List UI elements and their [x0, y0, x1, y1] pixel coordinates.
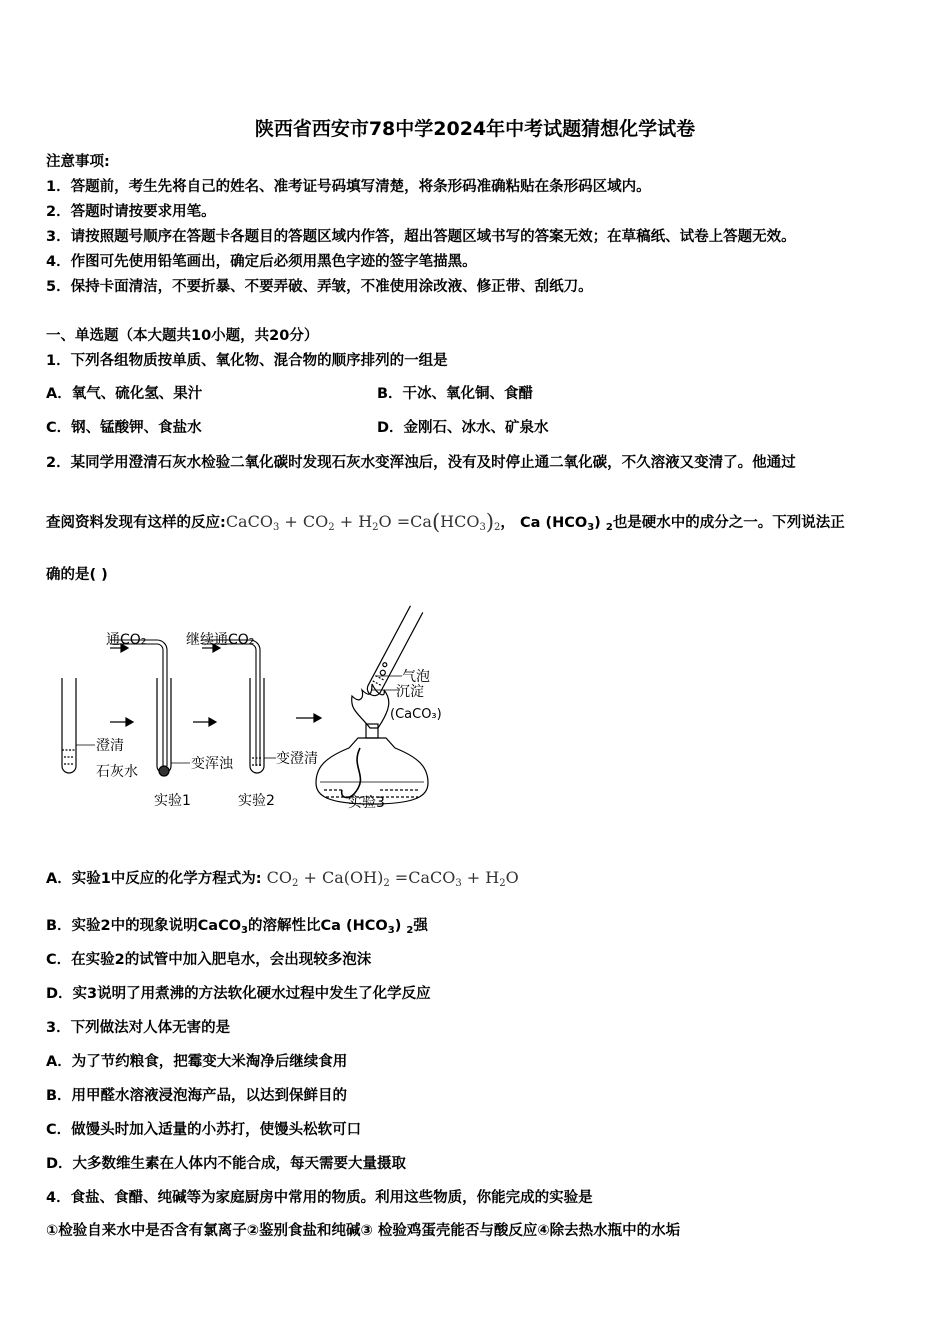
q2-stem-line1: 2．某同学用澄清石灰水检验二氧化碳时发现石灰水变浑浊后，没有及时停止通二氧化碳，不久溶液又变清了。他通过 [46, 455, 796, 471]
q1-option-c: C．钢、锰酸钾、食盐水 [46, 420, 202, 436]
label-qipao: 气泡 [402, 669, 430, 685]
label-tong-co2: 通CO₂ [106, 632, 147, 648]
label-exp1: 实验1 [154, 793, 191, 809]
q2-stem-line3: 确的是( ) [46, 567, 108, 583]
notes-item-2: 2．答题时请按要求用笔。 [46, 204, 216, 220]
q4-stem: 4．食盐、食醋、纯碱等为家庭厨房中常用的物质。利用这些物质，你能完成的实验是 [46, 1190, 593, 1206]
q2-stem-line2: 查阅资料发现有这样的反应:CaCO$_3$ + $CO_2 + H_2O =Ca(HCO_3)_2$， Ca $(HCO_3)$ $_2$也是硬水中的成分之一。下列说法正 [46, 510, 845, 534]
q1-option-d: D．金刚石、冰水、矿泉水 [377, 420, 549, 436]
test-tube-2 [157, 678, 171, 773]
q2-line2-suffix: Ca $(HCO_3)$ $_2$也是硬水中的成分之一。下列说法正 [519, 515, 845, 533]
q3-option-d: D．大多数维生素在人体内不能合成，每天需要大量摄取 [46, 1156, 407, 1172]
page-title: 陕西省西安市78中学2024年中考试题猜想化学试卷 [254, 118, 696, 140]
flame [352, 684, 389, 728]
label-chendian: 沉淀 [396, 684, 424, 700]
q2-option-a-equation: $CO_2 + Ca(OH)_2$ =CaCO$_3$ + $H_2O$ [266, 868, 519, 889]
q3-option-c: C．做馒头时加入适量的小苏打，使馒头松软可口 [46, 1122, 362, 1138]
notes-item-5: 5．保持卡面清洁，不要折暴、不要弄破、弄皱，不准使用涂改液、修正带、刮纸刀。 [46, 279, 593, 295]
label-caco3: (CaCO₃) [390, 707, 442, 722]
label-exp3: 实验3 [348, 795, 385, 811]
label-shihuishui: 石灰水 [96, 764, 138, 780]
q3-stem: 3．下列做法对人体无害的是 [46, 1020, 231, 1036]
q3-option-b: B．用甲醛水溶液浸泡海产品，以达到保鲜目的 [46, 1088, 348, 1104]
label-bianhunzhuo: 变浑浊 [191, 756, 233, 772]
label-bianchengqing: 变澄清 [276, 751, 318, 767]
q2-equation: CaCO$_3$ + $CO_2 + H_2O =Ca(HCO_3)_2$ [225, 510, 501, 534]
label-exp2: 实验2 [238, 793, 275, 809]
test-tube-1 [62, 678, 76, 773]
notes-item-1: 1．答题前，考生先将自己的姓名、准考证号码填写清楚，将条形码准确粘贴在条形码区域内。 [46, 179, 651, 195]
q2-option-c: C．在实验2的试管中加入肥皂水，会出现较多泡沫 [46, 952, 372, 968]
q1-option-b: B．干冰、氧化铜、食醋 [377, 386, 534, 402]
q2-option-d: D．实3说明了用煮沸的方法软化硬水过程中发生了化学反应 [46, 986, 431, 1002]
q2-line2-prefix: 查阅资料发现有这样的反应: [46, 515, 226, 531]
q1-stem: 1．下列各组物质按单质、氧化物、混合物的顺序排列的一组是 [46, 353, 448, 369]
q2-option-b: B．实验2中的现象说明CaCO$_3$的溶解性比Ca $(HCO_3)$ $_2$强 [46, 918, 428, 936]
q1-option-a: A．氧气、硫化氢、果汁 [46, 386, 203, 402]
label-chengqing: 澄清 [96, 738, 124, 754]
q2-experiment-figure [50, 598, 480, 823]
q4-items: ①检验自来水中是否含有氯离子②鉴别食盐和纯碱③ 检验鸡蛋壳能否与酸反应④除去热水瓶中的水垢 [46, 1223, 681, 1239]
notes-heading: 注意事项: [46, 154, 110, 170]
notes-item-3: 3．请按照题号顺序在答题卡各题目的答题区域内作答，超出答题区域书写的答案无效；在草稿纸、试卷上答题无效。 [46, 229, 796, 245]
q3-option-a: A．为了节约粮食，把霉变大米淘净后继续食用 [46, 1054, 348, 1070]
notes-item-4: 4．作图可先使用铅笔画出，确定后必须用黑色字迹的签字笔描黑。 [46, 254, 477, 270]
q2-option-a: A．实验1中反应的化学方程式为: $CO_2 + Ca(OH)_2$ =CaCO$_3$ + $H_2O$ [46, 868, 519, 889]
label-jixu-tong-co2: 继续通CO₂ [186, 632, 255, 648]
section-heading: 一、单选题（本大题共10小题，共20分） [46, 328, 319, 344]
test-tube-3 [250, 678, 264, 773]
